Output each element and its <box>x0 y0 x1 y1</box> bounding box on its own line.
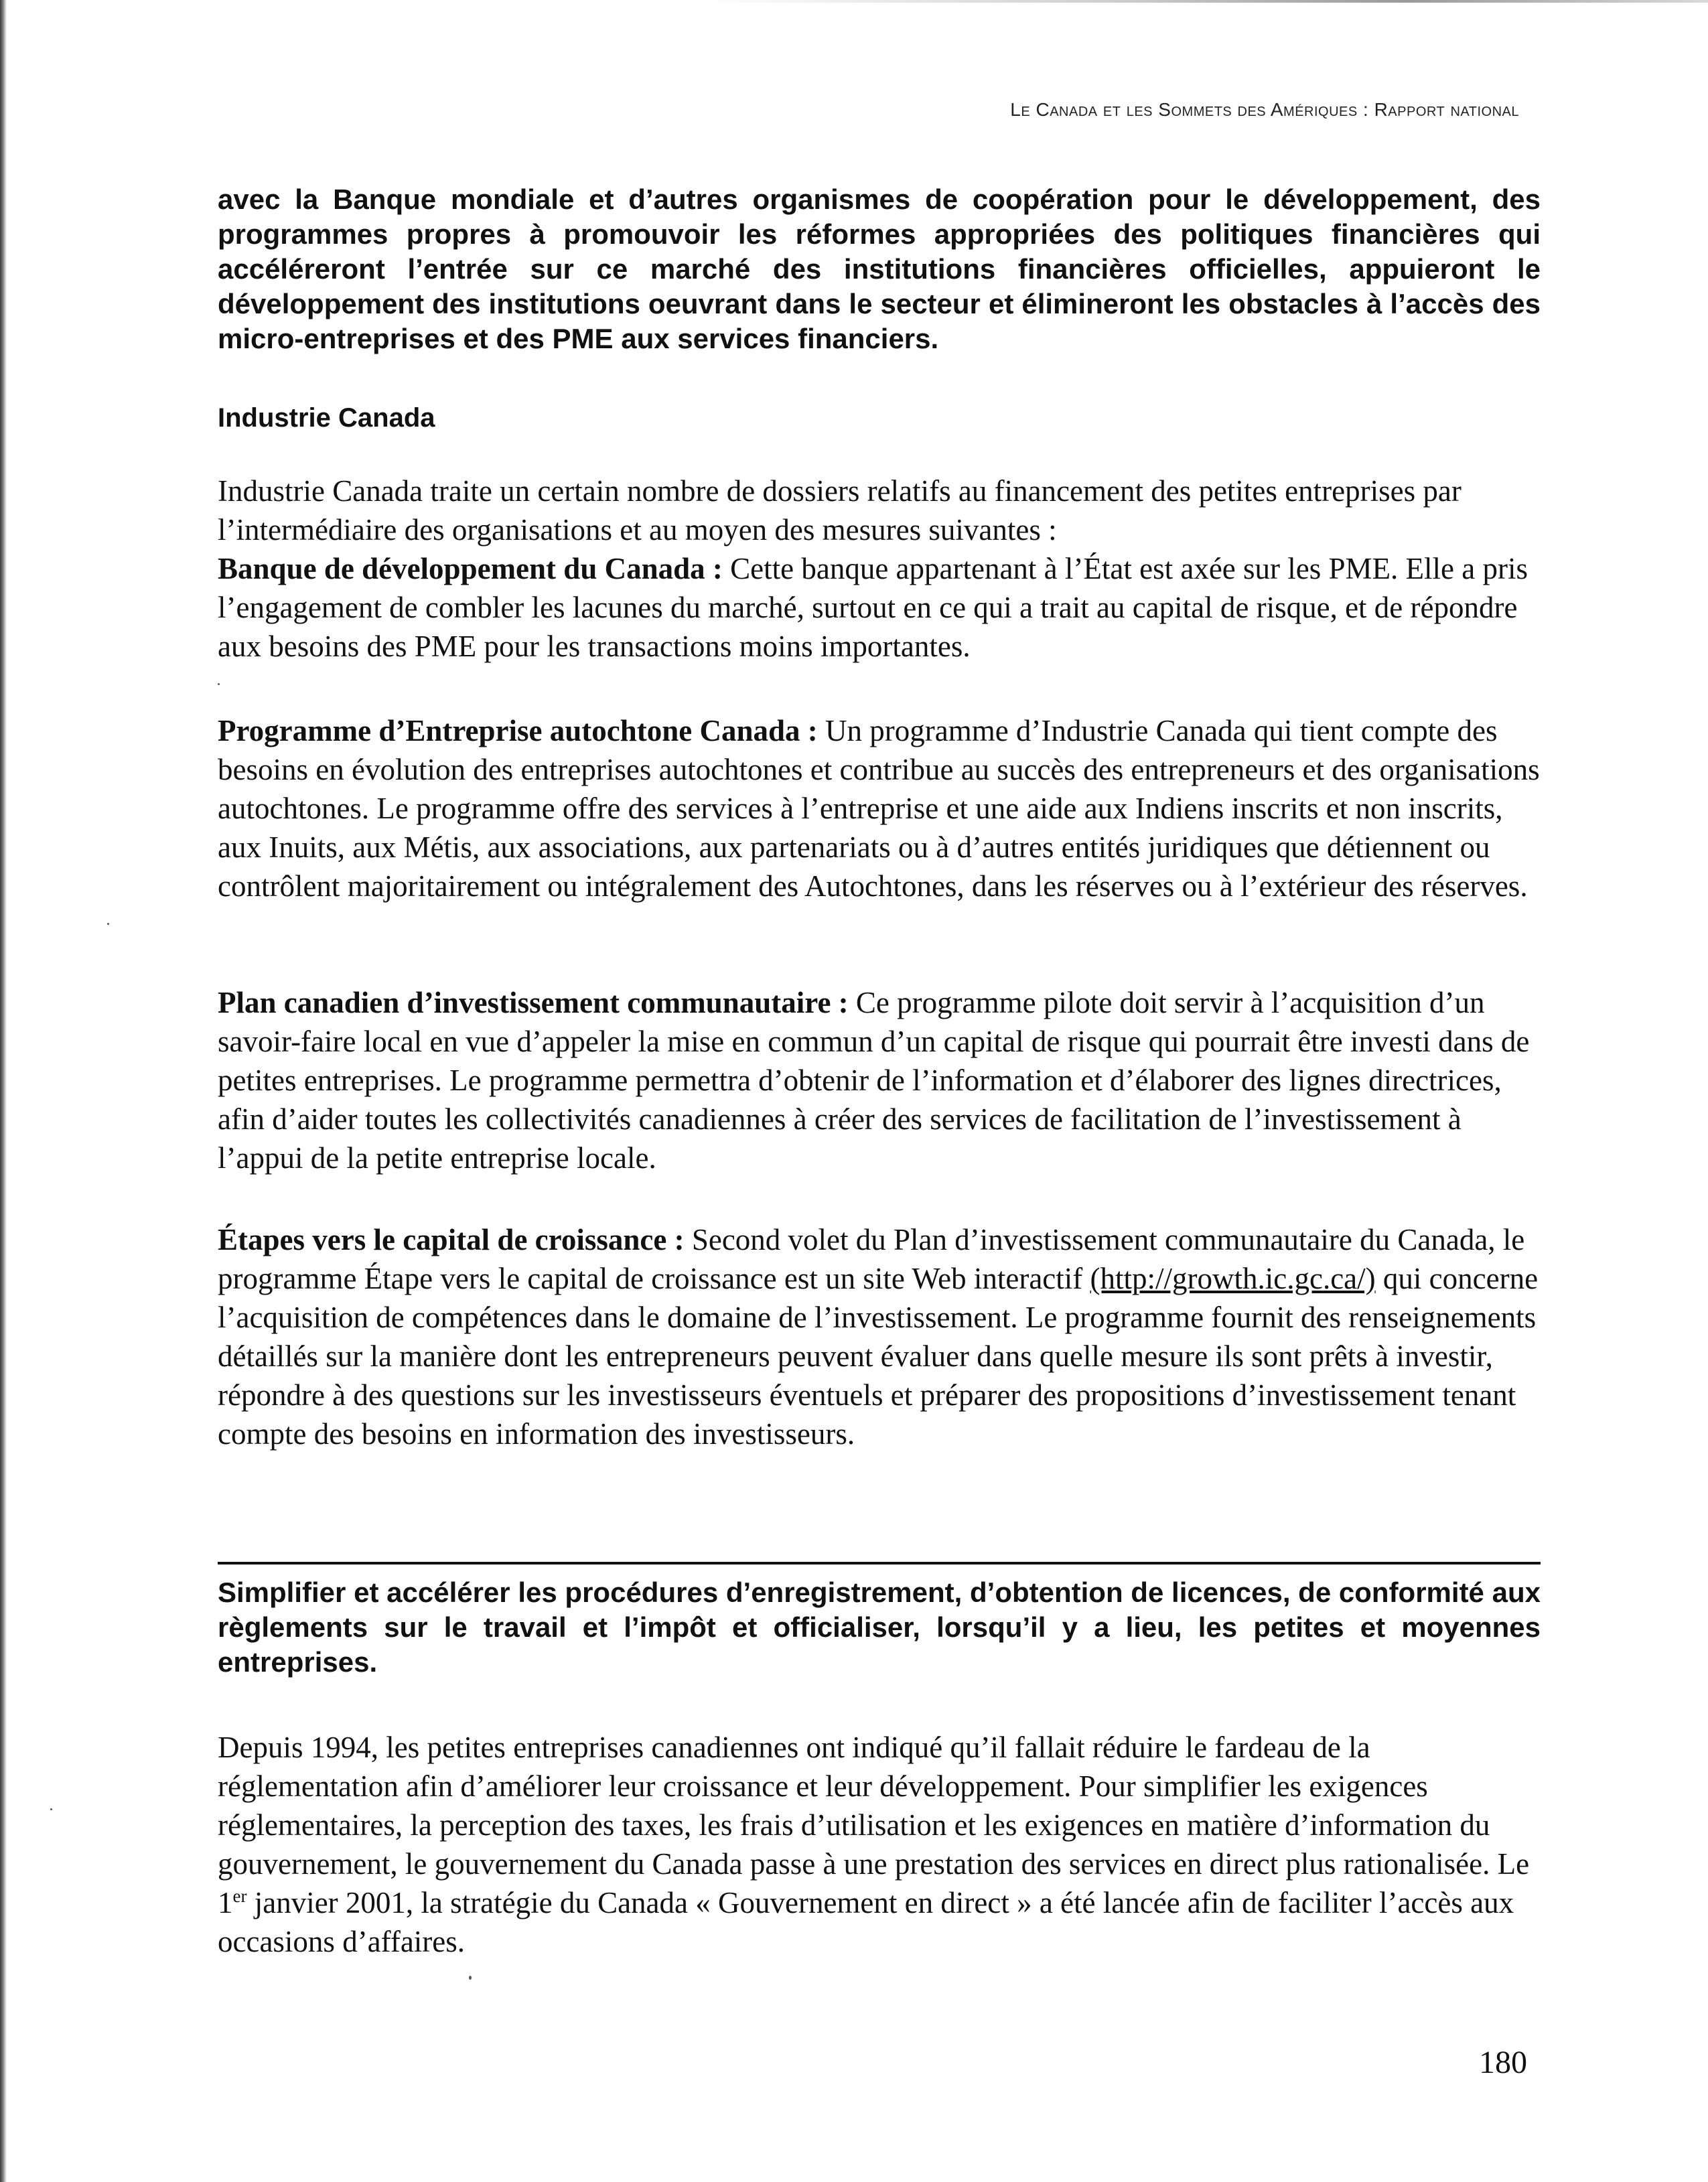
closing-text-part2: janvier 2001, la stratégie du Canada « Gouvernement en direct » a été lancée afin de faciliter l’accès aux occasions d’affaires. <box>218 1886 1514 1958</box>
program-text-etapes-part2: qui concerne l’acquisition de compétences dans le domaine de l’investissement. Le programme fournit des renseignements détaillés sur la manière dont les entrepreneurs peuvent évaluer dans quelle mesure ils sont prêts à investir, répondre à des questions sur les investisseurs éventuels et préparer des propositions d’investissement tenant compte des besoins en information des investisseurs. <box>218 1262 1539 1451</box>
program-plan-investissement <box>218 983 1541 1177</box>
section-heading: Industrie Canada <box>218 403 435 433</box>
program-text-autochtone: Un programme d’Industrie Canada qui tient compte des besoins en évolution des entreprises autochtones et contribue au succès des entrepreneurs et des organisations autochtones. Le programme offre des services à l’entreprise et une aide aux Indiens inscrits et non inscrits, aux Inuits, aux Métis, aux associations, aux partenariats ou à d’autres entités juridiques que détiennent ou contrôlent majoritairement ou intégralement des Autochtones, dans les réserves ou à l’extérieur des réserves. <box>218 714 1540 903</box>
program-title-autochtone: Programme d’Entreprise autochtone Canada : <box>218 714 818 747</box>
scan-left-edge <box>0 0 7 2182</box>
program-text-bdc: Cette banque appartenant à l’État est axée sur les PME. Elle a pris l’engagement de combler les lacunes du marché, surtout en ce qui a trait au capital de risque, et de répondre aux besoins des PME pour les transactions moins importantes. <box>218 552 1528 663</box>
scan-speck <box>218 683 220 685</box>
intro-paragraph: avec la Banque mondiale et d’autres organismes de coopération pour le développement, des programmes propres à promouvoir les réformes appropriées des politiques financières qui accéléreront l’entrée sur ce marché des institutions financières officielles, appuieront le développement des institutions oeuvrant dans le secteur et élimineront les obstacles à l’accès des micro-entreprises et des PME aux services financiers. <box>218 184 1541 354</box>
section-intro-and-bdc <box>218 471 1541 666</box>
scan-speck <box>107 923 109 925</box>
section-intro: Industrie Canada traite un certain nombre de dossiers relatifs au financement des petites entreprises par l’intermédiaire des organisations et au moyen des mesures suivantes : <box>218 474 1462 547</box>
scan-speck <box>469 1976 472 1980</box>
program-title-bdc: Banque de développement du Canada : <box>218 552 723 585</box>
program-etapes-capital <box>218 1220 1541 1453</box>
scan-speck <box>50 1808 52 1810</box>
page-number: 180 <box>1479 2045 1527 2080</box>
closing-text-part1: Depuis 1994, les petites entreprises canadiennes ont indiqué qu’il fallait réduire le fardeau de la réglementation afin d’améliorer leur croissance et leur développement. Pour simplifier les exigences réglementaires, la perception des taxes, les frais d’utilisation et les exigences en matière d’information du gouvernement, le gouvernement du Canada passe à une prestation des services en direct plus rationalisée. Le 1 <box>218 1731 1530 1919</box>
mandate-heading: Simplifier et accélérer les procédures d’enregistrement, d’obtention de licences, de conformité aux règlements sur le travail et l’impôt et officialiser, lorsqu’il y a lieu, les petites et moyennes entreprises. <box>218 1577 1541 1678</box>
program-entreprise-autochtone <box>218 711 1541 905</box>
running-head: Le Canada et les Sommets des Amériques : Rapport national <box>1010 99 1519 120</box>
program-title-plan: Plan canadien d’investissement communautaire : <box>218 986 849 1019</box>
closing-paragraph <box>218 1728 1541 1961</box>
program-title-etapes: Étapes vers le capital de croissance : <box>218 1223 685 1256</box>
growth-website-link[interactable]: (http://growth.ic.gc.ca/) <box>1090 1262 1376 1295</box>
program-text-etapes-part1: Second volet du Plan d’investissement communautaire du Canada, le programme Étape vers le capital de croissance est un site Web interactif <box>218 1223 1525 1295</box>
scan-top-edge <box>703 0 1708 3</box>
section-divider <box>218 1562 1541 1565</box>
program-text-plan: Ce programme pilote doit servir à l’acquisition d’un savoir-faire local en vue d’appeler la mise en commun d’un capital de risque qui pourrait être investi dans de petites entreprises. Le programme permettra d’obtenir de l’information et d’élaborer des lignes directrices, afin d’aider toutes les collectivités canadiennes à créer des services de facilitation de l’investissement à l’appui de la petite entreprise locale. <box>218 986 1530 1175</box>
ordinal-suffix: er <box>232 1886 247 1906</box>
